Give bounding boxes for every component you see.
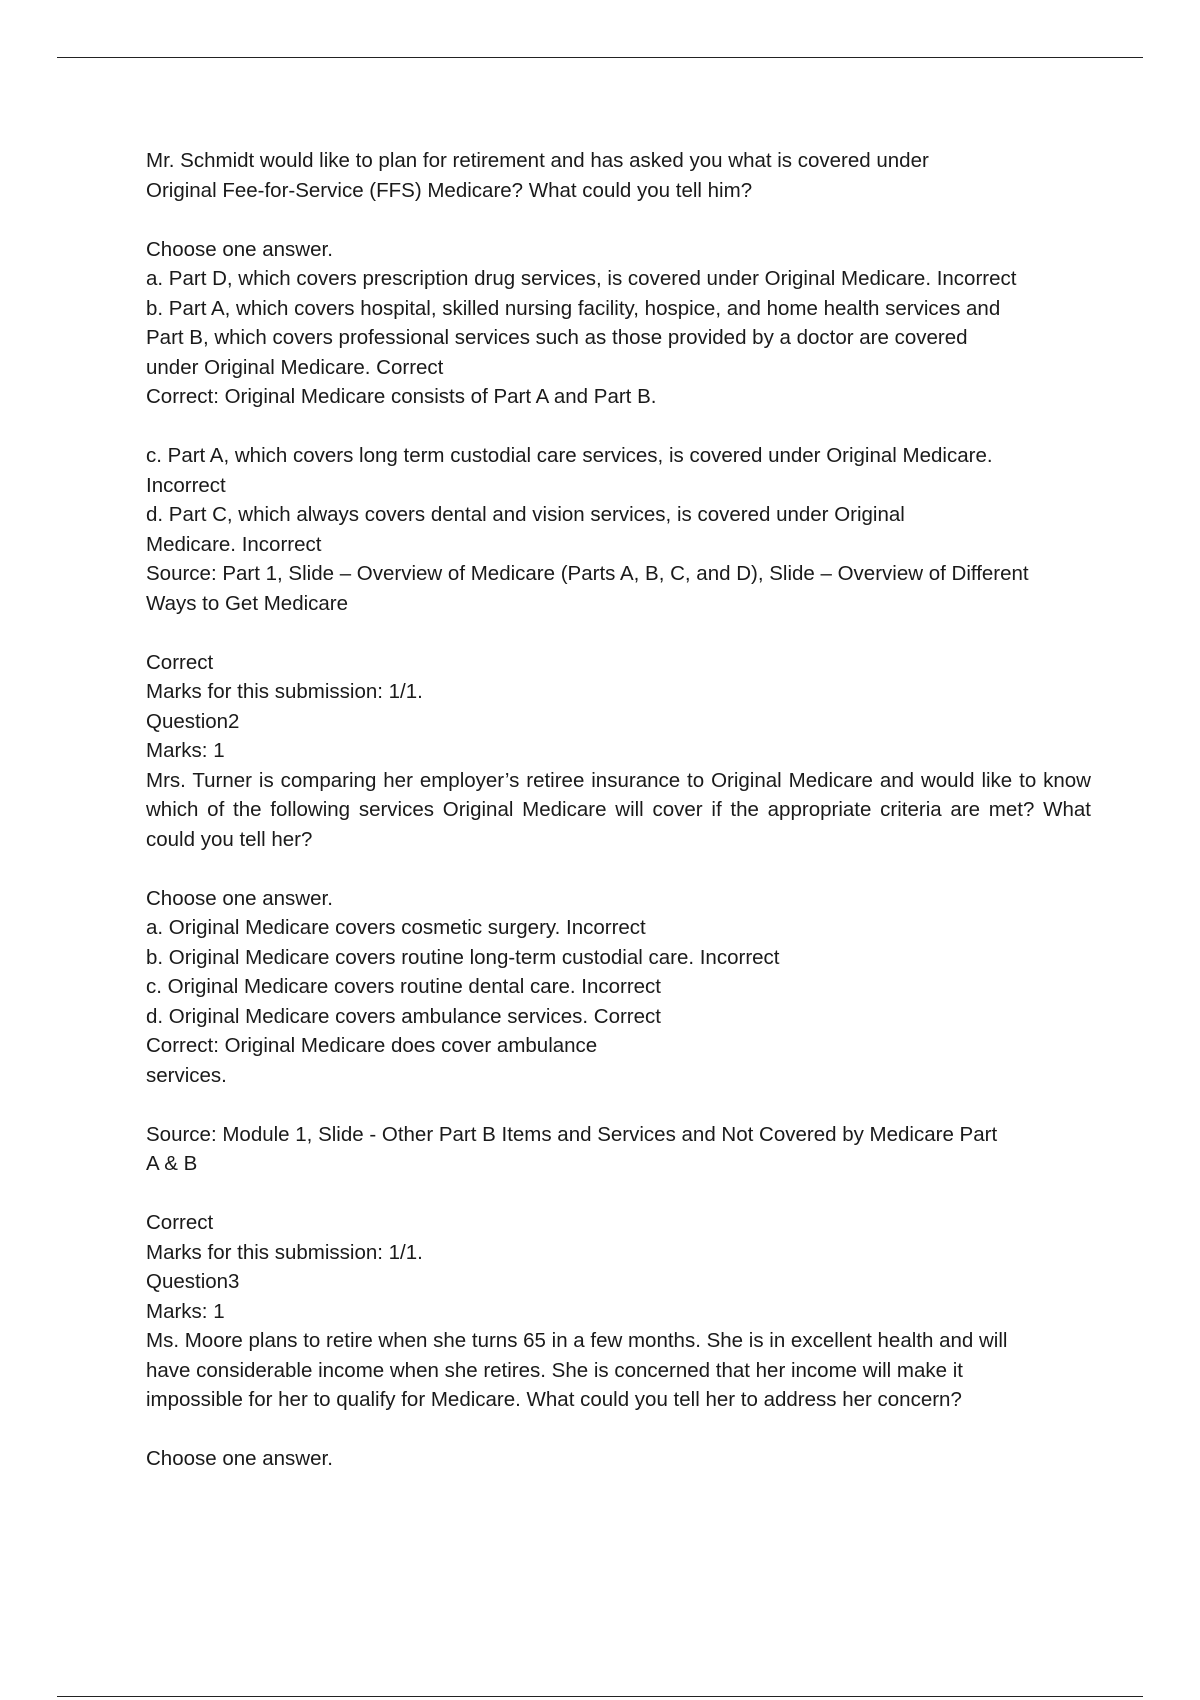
q1-option-c-line-2: Incorrect	[146, 473, 226, 497]
footer-rule	[57, 1696, 1143, 1697]
q3-stem-line-1: Ms. Moore plans to retire when she turns 65 in a few months. She is in excellent health and will	[146, 1329, 1008, 1352]
q2-option-d: d. Original Medicare covers ambulance services. Correct	[146, 1004, 661, 1028]
q3-marks: Marks: 1	[146, 1299, 225, 1323]
q1-option-a: a. Part D, which covers prescription drug services, is covered under Original Medicare. Incorrect	[146, 267, 1017, 290]
spacer	[146, 205, 1091, 235]
q2-stem: Mrs. Turner is comparing her employer’s retiree insurance to Original Medicare and would like to know which of the following services Original Medicare will cover if the appropriate criteria are met? What could you tell her?	[146, 768, 1091, 851]
spacer	[146, 618, 1091, 648]
spacer	[146, 1415, 1091, 1445]
q3-heading: Question3	[146, 1270, 240, 1293]
document-body	[146, 146, 1091, 1474]
q1-option-c-line-1: c. Part A, which covers long term custodial care services, is covered under Original Medicare.	[146, 444, 993, 467]
q1-option-b-line-1: b. Part A, which covers hospital, skilled nursing facility, hospice, and home health services and	[146, 296, 1001, 320]
spacer	[146, 412, 1091, 442]
q3-prompt: Choose one answer.	[146, 1447, 333, 1470]
q2-status: Correct	[146, 1211, 214, 1234]
q1-stem-line-2: Original Fee-for-Service (FFS) Medicare? What could you tell him?	[146, 178, 753, 202]
q2-option-a: a. Original Medicare covers cosmetic surgery. Incorrect	[146, 916, 646, 939]
q2-feedback-line-1: Correct: Original Medicare does cover ambulance	[146, 1034, 598, 1057]
q1-stem-line-1: Mr. Schmidt would like to plan for retirement and has asked you what is covered under	[146, 149, 929, 172]
q1-feedback: Correct: Original Medicare consists of Part A and Part B.	[146, 385, 657, 408]
q1-option-d-line-1: d. Part C, which always covers dental and vision services, is covered under Original	[146, 503, 905, 526]
q2-source-line-1: Source: Module 1, Slide - Other Part B Items and Services and Not Covered by Medicare Part	[146, 1122, 998, 1146]
q2-prompt: Choose one answer.	[146, 886, 333, 910]
q2-marks-submission: Marks for this submission: 1/1.	[146, 1240, 423, 1264]
q2-option-b: b. Original Medicare covers routine long-term custodial care. Incorrect	[146, 945, 780, 969]
q1-status: Correct	[146, 650, 214, 674]
q3-stem-line-2: have considerable income when she retires. She is concerned that her income will make it	[146, 1358, 963, 1382]
q2-feedback-line-2: services.	[146, 1063, 227, 1087]
q2-source-line-2: A & B	[146, 1152, 198, 1175]
q2-marks: Marks: 1	[146, 739, 225, 762]
q2-heading: Question2	[146, 709, 240, 733]
spacer	[146, 854, 1091, 884]
q1-option-b-line-2: Part B, which covers professional services such as those provided by a doctor are covered	[146, 326, 968, 349]
q1-prompt: Choose one answer.	[146, 237, 333, 261]
q2-option-c: c. Original Medicare covers routine dental care. Incorrect	[146, 975, 662, 998]
q1-option-b-line-3: under Original Medicare. Correct	[146, 355, 444, 379]
q3-stem-line-3: impossible for her to qualify for Medicare. What could you tell her to address her concern?	[146, 1388, 962, 1411]
q1-option-d-line-2: Medicare. Incorrect	[146, 532, 322, 556]
spacer	[146, 1179, 1091, 1209]
q1-source-line-2: Ways to Get Medicare	[146, 591, 349, 615]
q1-source-line-1: Source: Part 1, Slide – Overview of Medicare (Parts A, B, C, and D), Slide – Overview of Different	[146, 562, 1029, 585]
spacer	[146, 1090, 1091, 1120]
header-rule	[57, 57, 1143, 58]
q1-marks-submission: Marks for this submission: 1/1.	[146, 680, 423, 703]
